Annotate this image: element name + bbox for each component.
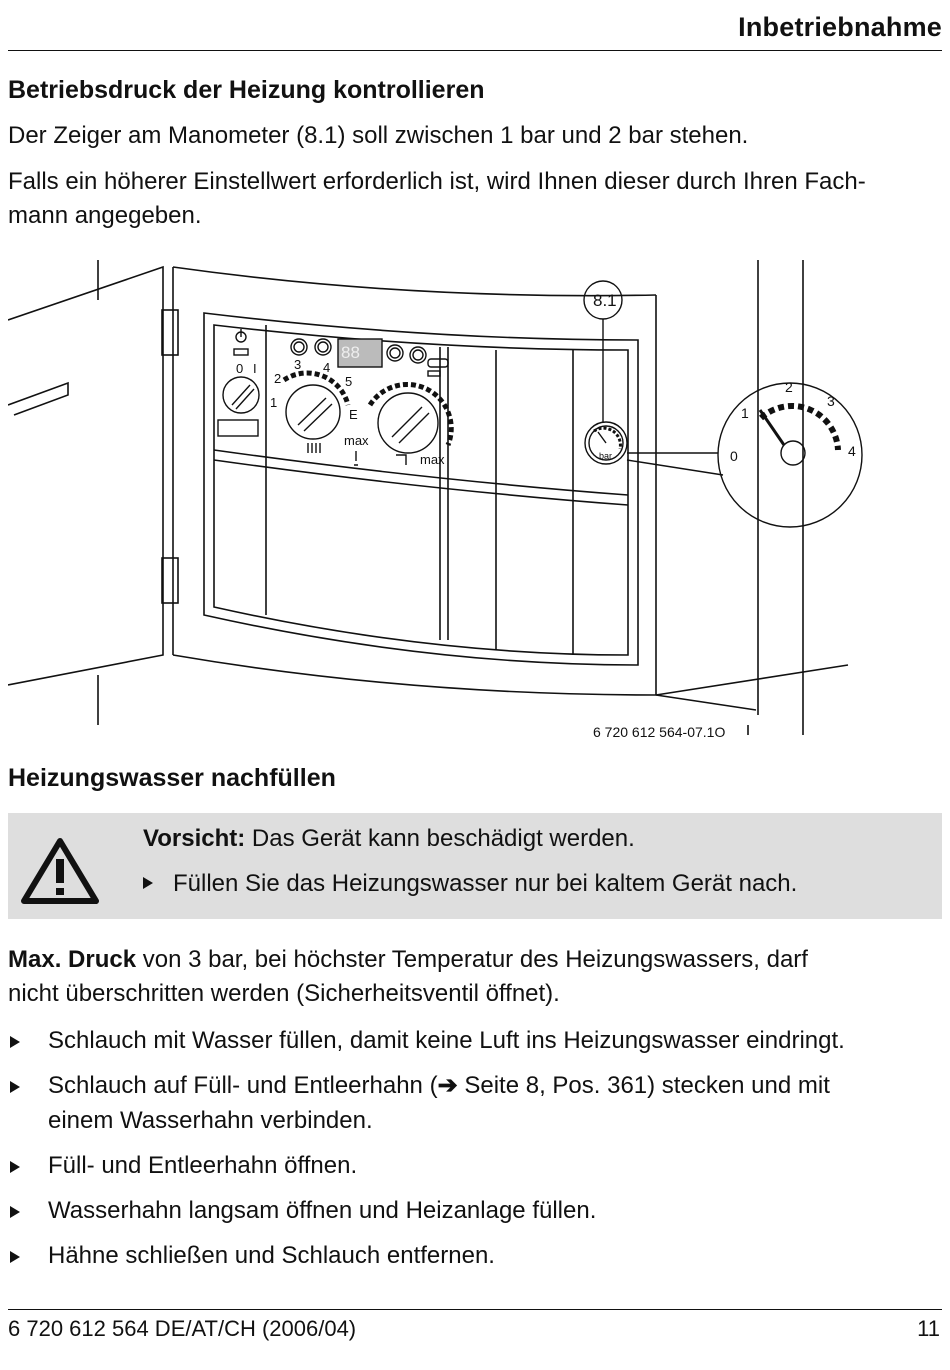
list-item — [8, 1148, 942, 1183]
svg-text:3: 3 — [827, 393, 835, 409]
paragraph-max-pressure — [8, 943, 942, 1011]
warning-text: Das Gerät kann beschädigt werden. — [245, 825, 635, 852]
step-text: Hähne schließen und Schlauch entfernen. — [48, 1242, 495, 1269]
bullet-arrow-icon — [10, 1081, 20, 1093]
svg-text:4: 4 — [848, 443, 856, 459]
warning-action — [143, 870, 797, 898]
paragraph-setting — [8, 165, 942, 233]
svg-text:8.1: 8.1 — [593, 291, 617, 310]
max-pressure-line2: nicht überschritten werden (Sicherheitsventil öffnet). — [8, 980, 560, 1007]
step-text: Füll- und Entleerhahn öffnen. — [48, 1152, 358, 1179]
svg-text:E: E — [349, 407, 358, 422]
svg-text:0: 0 — [236, 361, 244, 376]
svg-text:88: 88 — [341, 343, 360, 362]
paragraph-pressure: Der Zeiger am Manometer (8.1) soll zwischen 1 bar und 2 bar stehen. — [8, 122, 749, 149]
boiler-figure — [8, 255, 942, 745]
max-pressure-bold: Max. Druck — [8, 946, 137, 973]
step-text-block — [48, 1068, 942, 1138]
svg-text:4: 4 — [323, 360, 331, 375]
warning-triangle-icon — [20, 835, 100, 905]
step-text-cont: Seite 8, Pos. 361) stecken und mit — [457, 1072, 830, 1099]
svg-text:max: max — [420, 452, 445, 467]
svg-text:max: max — [344, 433, 369, 448]
max-pressure-text: von 3 bar, bei höchster Temperatur des Heizungswassers, darf — [136, 946, 808, 973]
step-text: Wasserhahn langsam öffnen und Heizanlage füllen. — [48, 1197, 597, 1224]
page-reference-arrow-icon: ➔ — [437, 1072, 458, 1099]
list-item — [8, 1193, 942, 1228]
header-rule — [8, 50, 942, 51]
step-text: Schlauch mit Wasser füllen, damit keine Luft ins Heizungswasser eindringt. — [48, 1027, 845, 1054]
warning-box — [8, 813, 942, 919]
svg-text:1: 1 — [270, 395, 278, 410]
bullet-arrow-icon — [10, 1206, 20, 1218]
section-heading-pressure: Betriebsdruck der Heizung kontrollieren — [8, 76, 485, 104]
bullet-arrow-icon — [10, 1036, 20, 1048]
warning-line — [143, 825, 635, 853]
warning-label: Vorsicht: — [143, 825, 246, 852]
svg-text:1: 1 — [741, 405, 749, 421]
svg-text:0: 0 — [730, 448, 738, 464]
footer-doc-id: 6 720 612 564 DE/AT/CH (2006/04) — [8, 1316, 357, 1341]
page-number: 11 — [917, 1316, 940, 1341]
paragraph-setting-line1: Falls ein höherer Einstellwert erforderlich ist, wird Ihnen dieser durch Ihren Fach- — [8, 168, 866, 195]
section-heading-refill: Heizungswasser nachfüllen — [8, 764, 336, 792]
bullet-arrow-icon — [10, 1251, 20, 1263]
paragraph-setting-line2: mann angegeben. — [8, 202, 202, 229]
list-item — [8, 1238, 942, 1273]
list-item — [8, 1068, 942, 1138]
step-text-line2: einem Wasserhahn verbinden. — [48, 1107, 373, 1134]
svg-text:3: 3 — [294, 357, 302, 372]
bullet-arrow-icon — [143, 877, 153, 889]
dial1-label: 2 — [274, 371, 282, 386]
footer-rule — [8, 1309, 942, 1310]
warning-action-text: Füllen Sie das Heizungswasser nur bei kaltem Gerät nach. — [173, 870, 798, 897]
svg-text:6 720 612 564-07.1O: 6 720 612 564-07.1O — [593, 724, 726, 740]
svg-text:bar: bar — [599, 451, 613, 461]
svg-text:I: I — [253, 361, 257, 376]
step-text: Schlauch auf Füll- und Entleerhahn ( — [48, 1072, 438, 1099]
list-item — [8, 1023, 942, 1058]
bullet-arrow-icon — [10, 1161, 20, 1173]
svg-text:2: 2 — [785, 379, 793, 395]
page-header-title: Inbetriebnahme — [738, 12, 942, 42]
svg-text:5: 5 — [345, 374, 353, 389]
max-pressure-line1 — [8, 943, 942, 977]
